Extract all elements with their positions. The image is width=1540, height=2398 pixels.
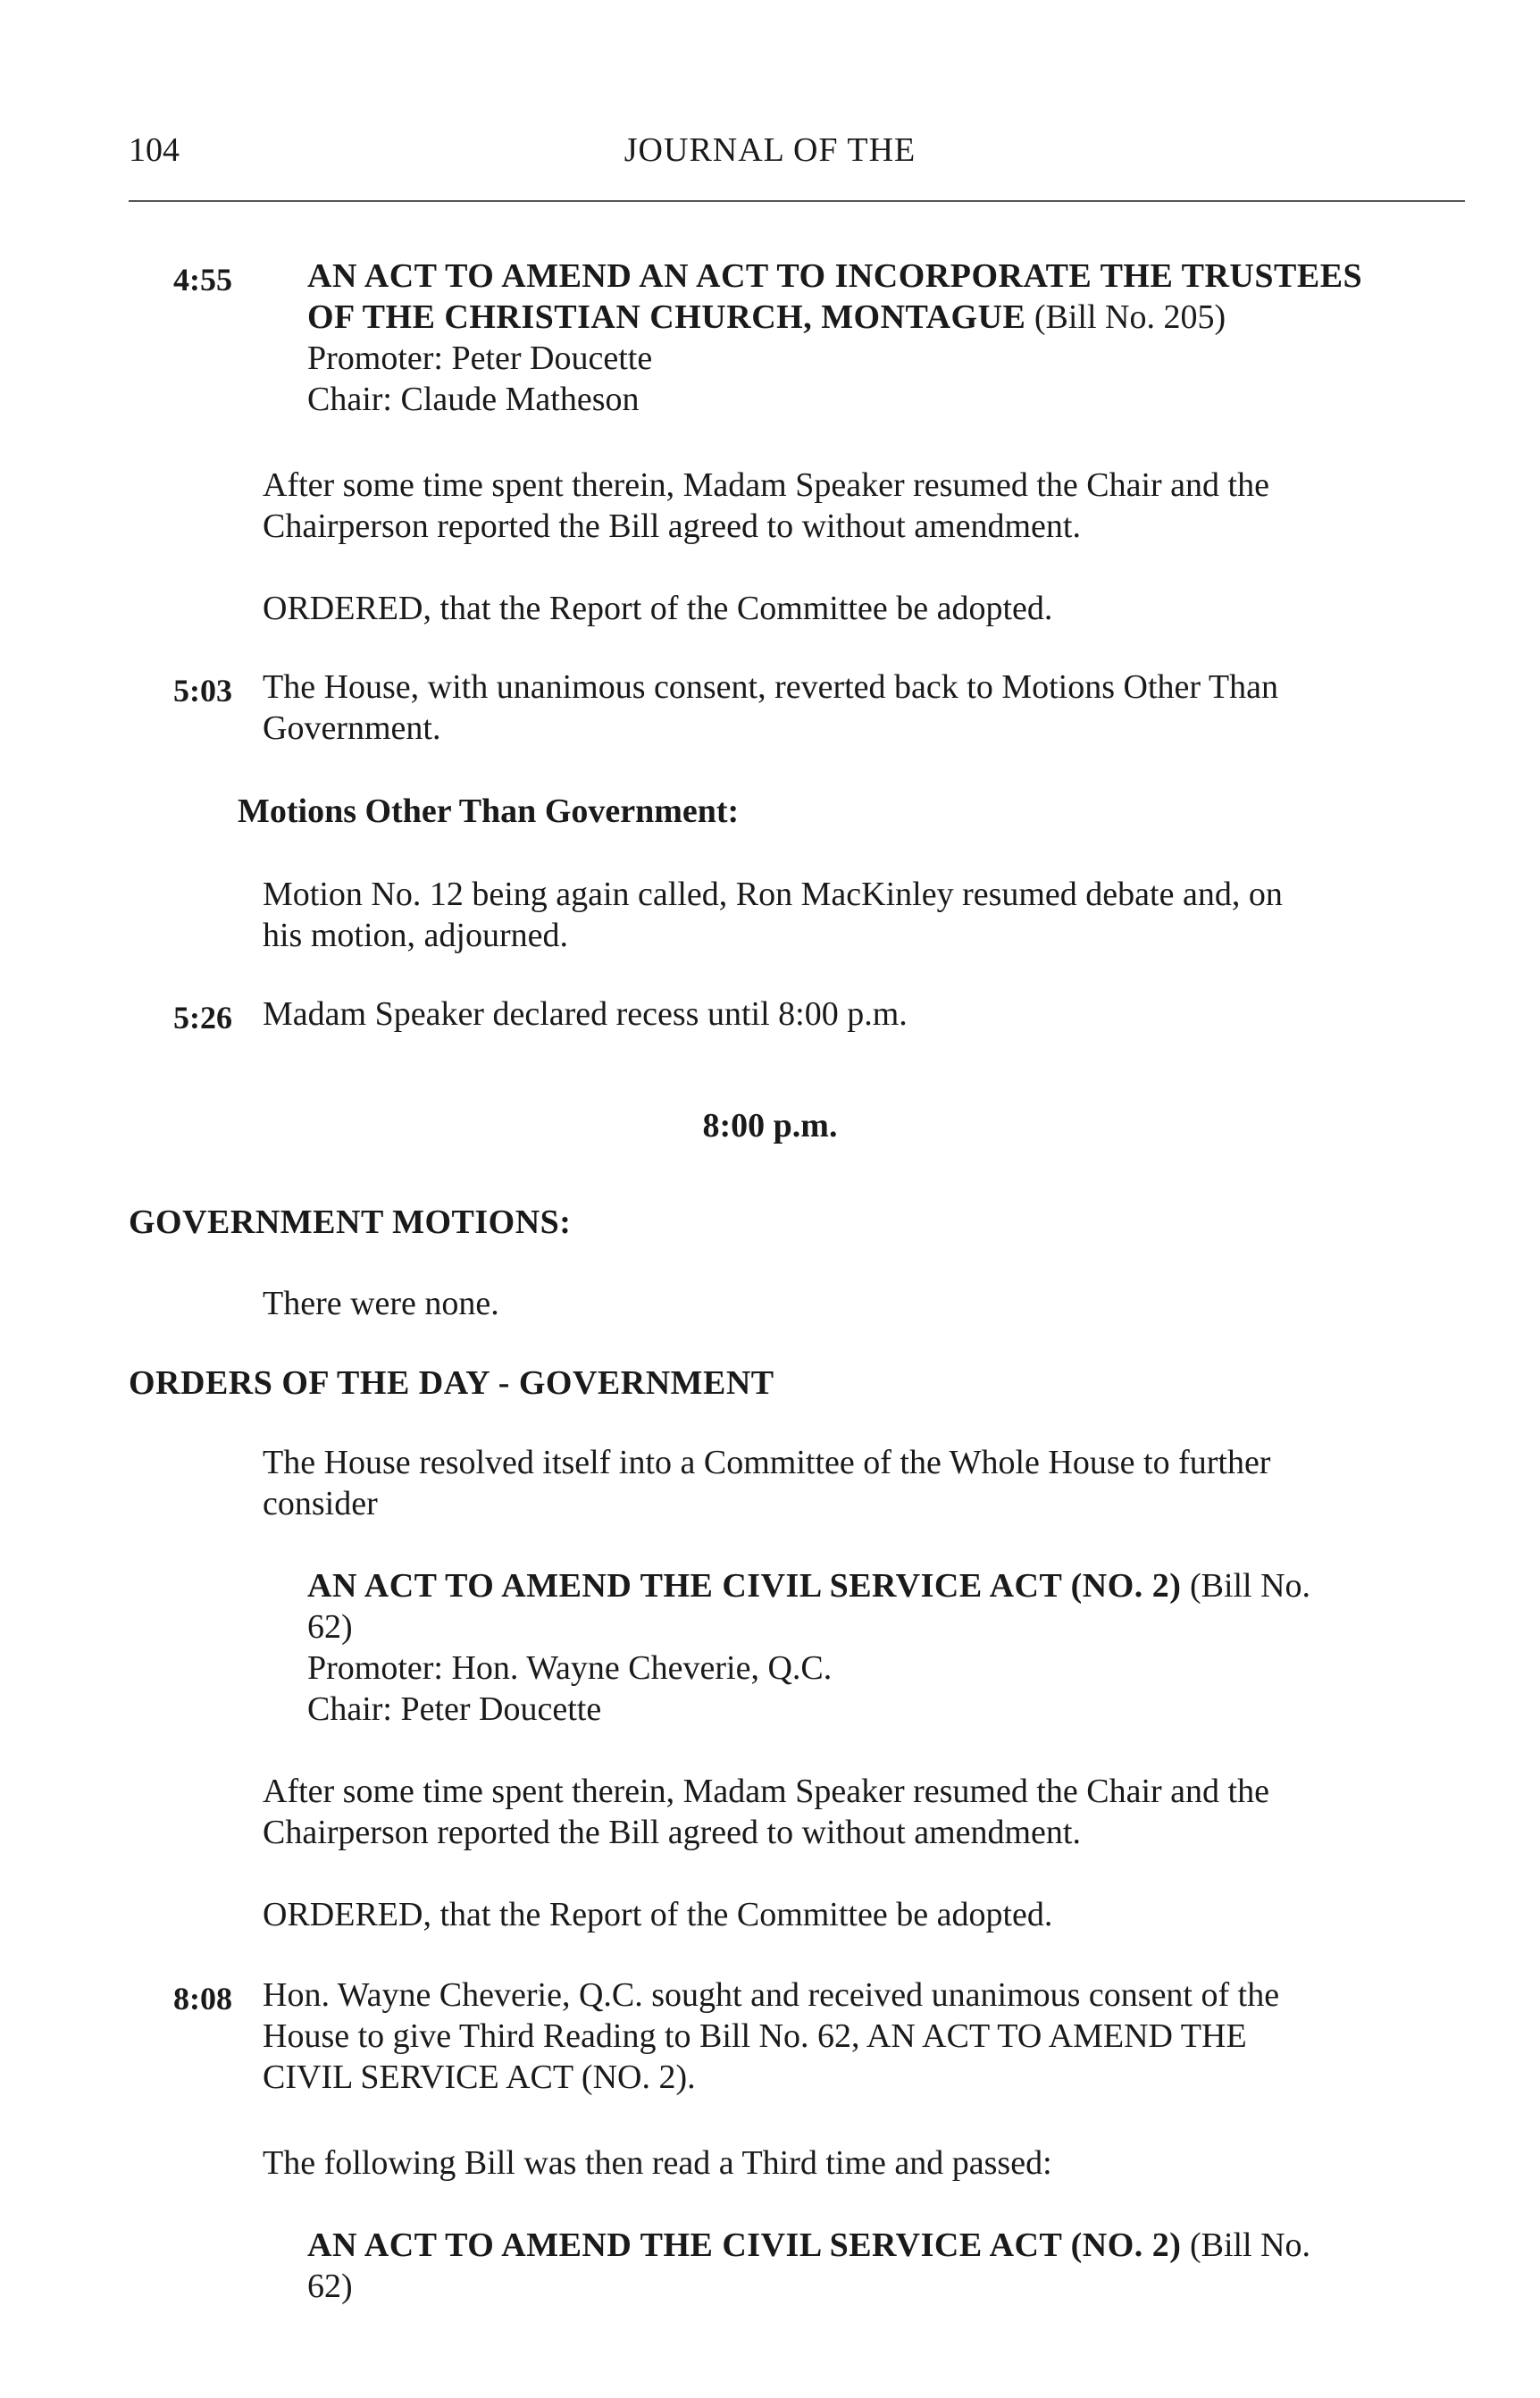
promoter-line: Promoter: Peter Doucette: [307, 340, 653, 377]
entry-text: consider: [263, 1485, 378, 1522]
promoter-line: Promoter: Hon. Wayne Cheverie, Q.C.: [307, 1649, 833, 1687]
committee-report: [263, 465, 1269, 547]
committee-report: [263, 1771, 1269, 1853]
page-number: 104: [129, 131, 180, 169]
report-line: After some time spent therein, Madam Speaker resumed the Chair and the: [263, 466, 1269, 504]
third-reading-consent: [263, 1975, 1279, 2098]
entry-text: House to give Third Reading to Bill No. 62, AN ACT TO AMEND THE: [263, 2017, 1247, 2055]
time-stamp: 4:55: [173, 262, 232, 298]
bill-number-continued: 62): [307, 1608, 353, 1646]
bill-entry-62-passed: [307, 2225, 1310, 2307]
time-stamp: 5:03: [173, 673, 232, 708]
bill-title: AN ACT TO AMEND THE CIVIL SERVICE ACT (NO. 2): [307, 1567, 1182, 1605]
bill-entry-205: [307, 256, 1362, 420]
report-line: Chairperson reported the Bill agreed to without amendment.: [263, 507, 1081, 545]
bill-title-line: OF THE CHRISTIAN CHURCH, MONTAGUE: [307, 298, 1026, 336]
bill-number-continued: 62): [307, 2268, 353, 2305]
bill-title-continued: [307, 297, 1362, 338]
evening-heading: 8:00 p.m.: [702, 1107, 838, 1144]
ordered-line: ORDERED, that the Report of the Committee be adopted.: [263, 590, 1053, 627]
report-line: After some time spent therein, Madam Speaker resumed the Chair and the: [263, 1773, 1269, 1810]
entry-text: Motion No. 12 being again called, Ron MacKinley resumed debate and, on: [263, 876, 1283, 913]
entry-text: Hon. Wayne Cheverie, Q.C. sought and received unanimous consent of the: [263, 1976, 1280, 2014]
orders-of-the-day-heading: ORDERS OF THE DAY - GOVERNMENT: [129, 1364, 774, 1402]
bill-entry-62: [307, 1565, 1310, 1730]
entry-text: his motion, adjourned.: [263, 917, 568, 954]
bill-number: (Bill No.: [1189, 2226, 1311, 2264]
entry-text: The House resolved itself into a Committee of the Whole House to further: [263, 1444, 1271, 1481]
bill-title: AN ACT TO AMEND AN ACT TO INCORPORATE THE TRUSTEES: [307, 257, 1363, 295]
report-line: Chairperson reported the Bill agreed to without amendment.: [263, 1814, 1081, 1851]
government-motions-heading: GOVERNMENT MOTIONS:: [129, 1203, 572, 1241]
motions-heading: Motions Other Than Government:: [238, 792, 740, 830]
running-header: JOURNAL OF THE: [624, 131, 916, 169]
bill-title: AN ACT TO AMEND THE CIVIL SERVICE ACT (NO. 2): [307, 2226, 1182, 2264]
recess-entry: Madam Speaker declared recess until 8:00 p.m.: [263, 995, 908, 1033]
third-reading-text: The following Bill was then read a Third time and passed:: [263, 2144, 1052, 2182]
committee-intro: [263, 1442, 1270, 1524]
ordered-line: ORDERED, that the Report of the Committee be adopted.: [263, 1896, 1053, 1933]
bill-title-line: [307, 1565, 1310, 1606]
header-rule: [129, 200, 1465, 202]
bill-title-line: [307, 2225, 1310, 2266]
bill-number: (Bill No. 205): [1034, 298, 1226, 336]
time-stamp: 5:26: [173, 1000, 232, 1036]
entry-text: The House, with unanimous consent, reverted back to Motions Other Than: [263, 668, 1278, 706]
chair-line: Chair: Claude Matheson: [307, 381, 640, 418]
entry-text: CIVIL SERVICE ACT (NO. 2).: [263, 2058, 696, 2096]
time-stamp: 8:08: [173, 1981, 232, 2016]
motion-text: [263, 874, 1283, 956]
reverted-entry: [263, 667, 1278, 749]
chair-line: Chair: Peter Doucette: [307, 1690, 602, 1728]
bill-number: (Bill No.: [1189, 1567, 1311, 1605]
government-motions-text: There were none.: [263, 1285, 499, 1322]
entry-text: Government.: [263, 709, 441, 747]
